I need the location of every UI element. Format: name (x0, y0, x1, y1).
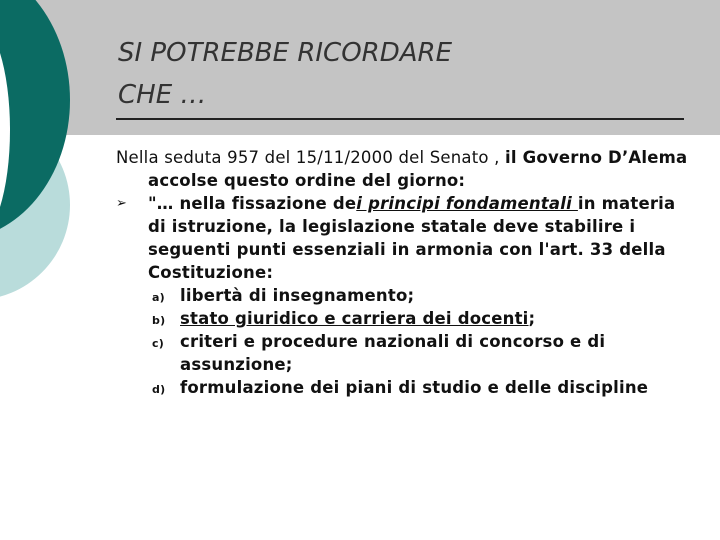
slide-title (118, 32, 678, 116)
list-item (116, 284, 696, 307)
list-item (116, 376, 696, 399)
list-marker: c) (152, 337, 164, 350)
title-line-2: CHE … (118, 80, 207, 110)
list-marker: a) (152, 291, 165, 304)
quote-part-a: "… nella fissazione de (148, 194, 357, 213)
list-item-text: criteri e procedure nazionali di concorso e di assunzione; (180, 332, 606, 374)
intro-paragraph (116, 146, 696, 192)
title-divider (116, 118, 684, 120)
list-item-text: formulazione dei piani di studio e delle discipline (180, 378, 649, 397)
list-item (116, 330, 696, 376)
arrowhead-bullet-icon: ➢ (116, 196, 128, 211)
intro-plain: Nella seduta 957 del 15/11/2000 del Senato , (116, 148, 506, 167)
intro-bold: il Governo D’Alema accolse questo ordine del giorno: (148, 148, 688, 190)
list-item-text: libertà di insegnamento; (180, 286, 415, 305)
slide-body (116, 146, 696, 399)
list-item-text: stato giuridico e carriera dei docenti (180, 309, 529, 328)
quote-bullet (116, 192, 696, 399)
points-list (148, 284, 696, 399)
quote-part-c: in materia di istruzione, la legislazione statale deve stabilire i seguenti punti essenziali in armonia con l'art. 33 della Costituzione: (148, 194, 676, 282)
list-item-text-end: ; (528, 309, 536, 328)
list-marker: b) (152, 314, 166, 327)
list-item (116, 307, 696, 330)
bottom-band (0, 404, 720, 540)
title-line-1: SI POTREBBE RICORDARE (118, 38, 453, 68)
list-marker: d) (152, 383, 166, 396)
quote-part-b: i principi fondamentali (356, 194, 578, 213)
